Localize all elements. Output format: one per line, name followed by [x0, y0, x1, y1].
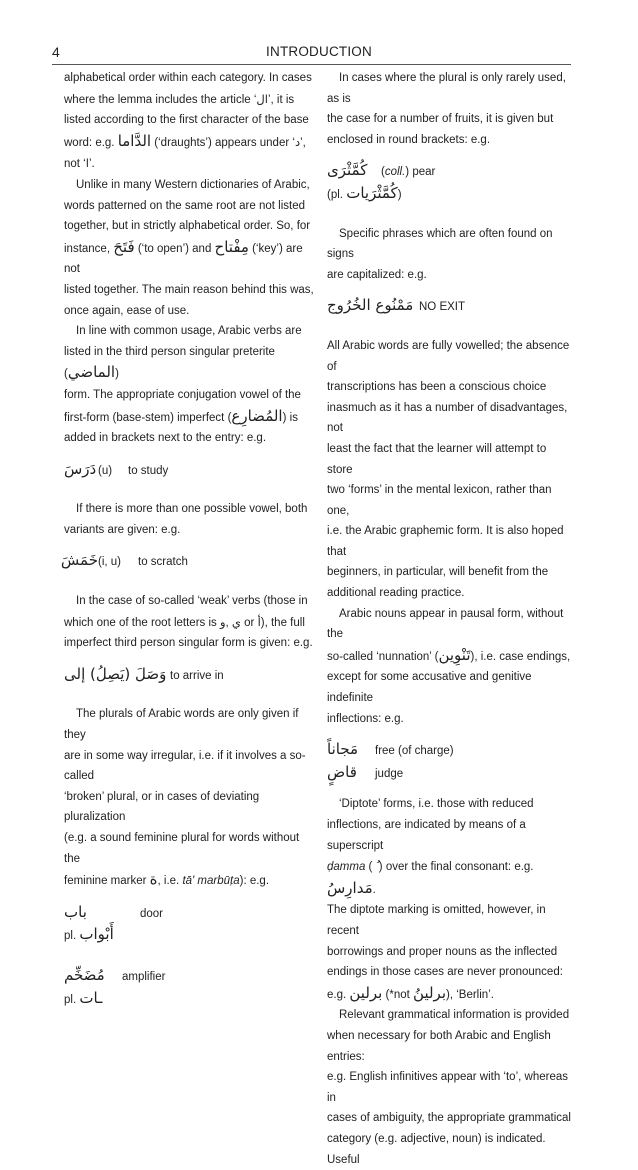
paragraph: The plurals of Arabic words are only given if they are in some way irregular, i.e. if it involves a so-called ‘broken’ plural, or in cases of deviating pluralization (e.g. a sound feminine plural for words without the feminine marker ة, i.e. tā' marbūṭa): e.g. [64, 708, 306, 889]
dictionary-entry: باب door [64, 902, 164, 921]
paragraph: Unlike in many Western dictionaries of Arabic, words patterned on the same root are not listed together, but in strictly alphabetical order. So, for instance, فَتَحَ (‘to open’) and مِفْتاح (‘key’) are not listed together. The main reason behind this was, once again, ease of use. [64, 178, 314, 317]
plural-line: pl. ـات [64, 988, 103, 1007]
paragraph: Specific phrases which are often found on signs are capitalized: e.g. [327, 227, 553, 281]
dictionary-entry: مُضَخِّم amplifier [64, 965, 166, 984]
dictionary-entry: خَمَشَ (i, u) to scratch [60, 551, 188, 570]
paragraph: Arabic nouns appear in pausal form, without the so-called ‘nunnation’ (تَنْوِين), i.e. case endings, except for some accusative and genitive indefinite inflections: e.g. [327, 607, 571, 725]
left-column [60, 68, 317, 1010]
dictionary-entry: مَجاناً free (of charge) [327, 740, 454, 759]
running-title: INTRODUCTION [266, 44, 372, 59]
paragraph: alphabetical order within each category. In cases where the lemma includes the article ‘ال’, it is listed according to the first character of the base word: e.g. الدَّاما (‘draughts’) appears under ‘د’, not ‘ا’. [64, 72, 312, 171]
dictionary-entry: قاضٍ judge [327, 762, 404, 781]
plural-line: pl. أَبْواب [64, 925, 114, 944]
paragraph: In line with common usage, Arabic verbs are listed in the third person singular preterite (الماضي) form. The appropriate conjugation vowel of the first-form (base-stem) imperfect (المُضارِع) is added in brackets next to the entry: e.g. [64, 325, 302, 445]
dictionary-entry: كُمَّثْرَى (coll.) pear [327, 161, 436, 180]
header-rule [52, 64, 571, 65]
paragraph: In cases where the plural is only rarely used, as is the case for a number of fruits, it is given but enclosed in round brackets: e.g. [327, 72, 566, 146]
page-number: 4 [52, 44, 60, 60]
dictionary-entry: دَرَسَ (u) to study [64, 459, 169, 478]
paragraph: If there is more than one possible vowel, both variants are given: e.g. [64, 503, 308, 536]
paragraph: ‘Diptote’ forms, i.e. those with reduced inflections, are indicated by means of a superscript ḍamma ( ) over the final consonant: e.g. مَدارِسُ. The diptote marking is omitted, however, in recent borrowings and proper nouns as the inflected endings in those cases are never pronounced: e.g. برلين (*not برلينُ), ‘Berlin’. [327, 798, 563, 1002]
paragraph: In the case of so-called ‘weak’ verbs (those in which one of the root letters is و, ي or أ), the full imperfect third person singular form is given: e.g. [64, 595, 313, 650]
dictionary-entry: وَصَلَ (يَصِلُ) إلى to arrive in [64, 664, 224, 683]
right-column [327, 68, 571, 1170]
dictionary-entry: مَمْنُوع الخُرُوج NO EXIT [327, 296, 466, 315]
paragraph: Relevant grammatical information is provided when necessary for both Arabic and English entries: e.g. English infinitives appear with ‘to’, whereas in cases of ambiguity, the appropriate grammatical category (e.g. adjective, noun) is indicated. Useful [327, 1009, 571, 1166]
plural-line: (pl. كُمَّثْرَيات) [327, 183, 402, 202]
paragraph: All Arabic words are fully vowelled; the absence of transcriptions has been a conscious choice inasmuch as it has a number of disadvantages, not least the fact that the learner will attempt to store two ‘forms’ in the mental lexicon, rather than one, i.e. the Arabic graphemic form. It is also hoped that beginners, in particular, will benefit from the additional reading practice. [327, 339, 570, 600]
